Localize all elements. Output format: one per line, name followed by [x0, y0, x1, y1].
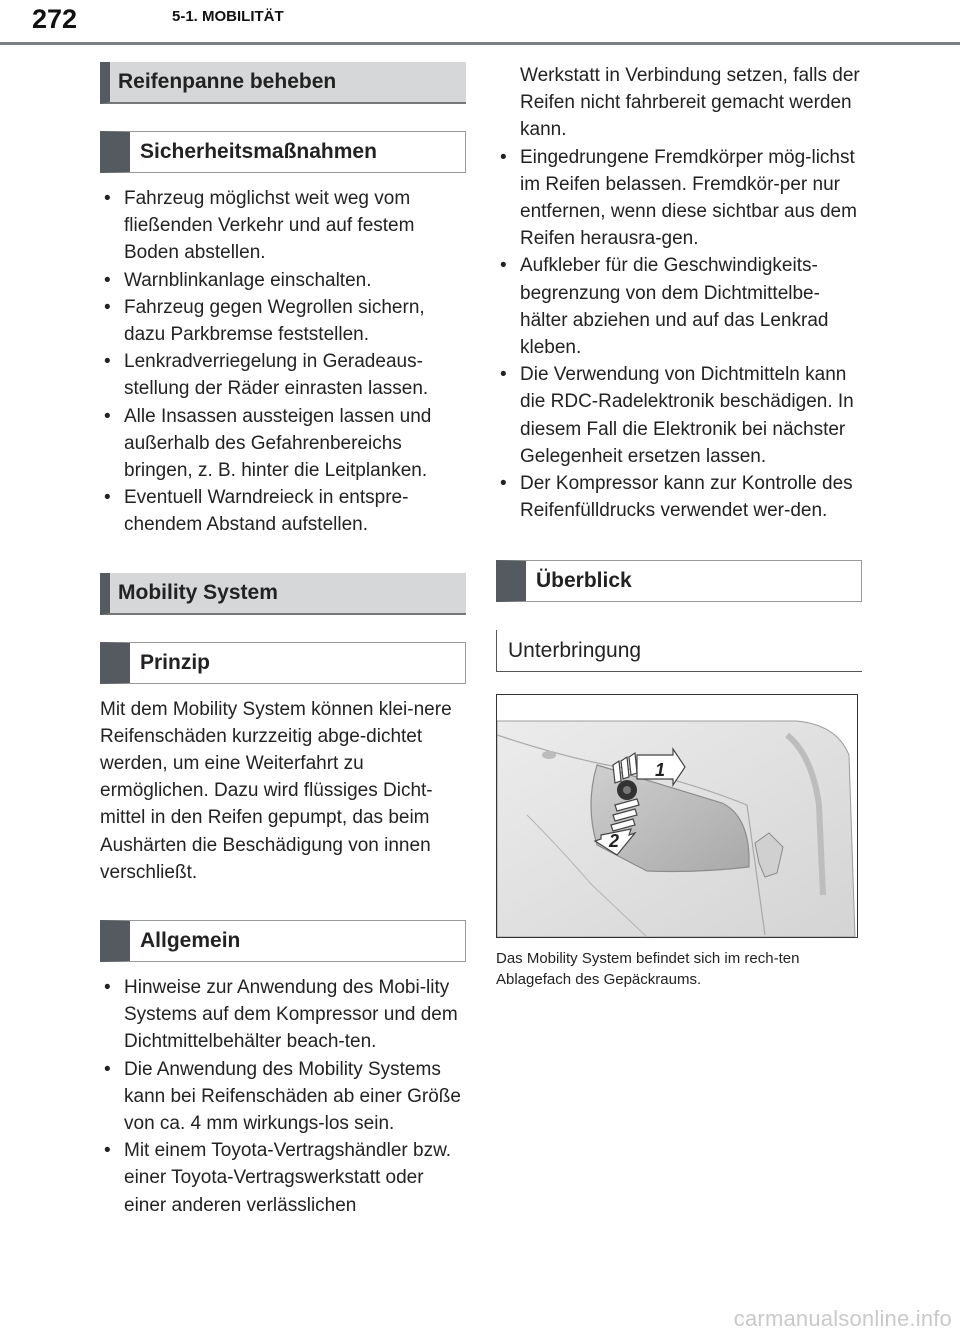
trunk-illustration-svg — [497, 695, 857, 937]
callout-label-2: 2 — [609, 831, 620, 852]
general-list-continued — [496, 62, 862, 144]
list-item: • Warnblinkanlage einschalten. — [100, 267, 466, 294]
subheading-general: Allgemein — [100, 920, 466, 962]
subheading-overview: Überblick — [496, 560, 862, 602]
list-item: • Eingedrungene Fremdkörper mög-lichst im Reifen belassen. Fremdkör-per nur entfernen, wenn diese sichtbar aus dem Reifen herausra-gen. — [496, 144, 862, 253]
section-heading-tire-repair: Reifenpanne beheben — [100, 62, 466, 104]
list-item: • Die Verwendung von Dichtmitteln kann die RDC-Radelektronik beschädigen. In diesem Fall die Elektronik bei nächster Gelegenheit ersetzen lassen. — [496, 361, 862, 470]
general-list — [100, 974, 466, 1219]
safety-list — [100, 185, 466, 539]
list-item: • Hinweise zur Anwendung des Mobi-lity Systems auf dem Kompressor und dem Dichtmittelbehälter beach-ten. — [100, 974, 466, 1056]
chapter-title: 5-1. MOBILITÄT — [172, 8, 284, 25]
general-list-more — [496, 144, 862, 525]
figure-caption: Das Mobility System befindet sich im rech-ten Ablagefach des Gepäckraums. — [496, 950, 800, 989]
list-item: • Aufkleber für die Geschwindigkeits-begrenzung von dem Dichtmittelbe-hälter abziehen und auf das Lenkrad kleben. — [496, 252, 862, 361]
watermark: carmanualsonline.info — [733, 1306, 952, 1331]
callout-label-1: 1 — [655, 760, 666, 781]
left-column — [100, 62, 466, 1219]
subheading-storage: Unterbringung — [496, 630, 862, 672]
subheading-principle: Prinzip — [100, 642, 466, 684]
trunk-storage-illustration — [496, 694, 858, 938]
page-number: 272 — [32, 4, 78, 34]
section-heading-mobility-system: Mobility System — [100, 573, 466, 615]
list-item: • Mit einem Toyota-Vertragshändler bzw. einer Toyota-Vertragswerkstatt oder einer anderen verlässlichen — [100, 1137, 466, 1219]
list-item-continued: Werkstatt in Verbindung setzen, falls der Reifen nicht fahrbereit gemacht werden kann. — [520, 65, 860, 141]
principle-text: Mit dem Mobility System können klei-nere Reifenschäden kurzzeitig abge-dichtet werden, um eine Weiterfahrt zu ermöglichen. Dazu wird flüssiges Dicht-mittel in den Reifen gepumpt, das beim Aushärten die Beschädigung von innen verschließt. — [100, 698, 452, 883]
list-item: • Fahrzeug möglichst weit weg vom fließenden Verkehr und auf festem Boden abstellen. — [100, 185, 466, 267]
list-item: • Die Anwendung des Mobility Systems kann bei Reifenschäden ab einer Größe von ca. 4 mm wirkungs-los sein. — [100, 1056, 466, 1138]
subheading-safety: Sicherheitsmaßnahmen — [100, 131, 466, 173]
list-item: • Lenkradverriegelung in Geradeaus-stellung der Räder einrasten lassen. — [100, 348, 466, 402]
list-item: • Fahrzeug gegen Wegrollen sichern, dazu Parkbremse feststellen. — [100, 294, 466, 348]
list-item: • Der Kompressor kann zur Kontrolle des Reifenfülldrucks verwendet wer-den. — [496, 470, 862, 524]
header-divider — [0, 42, 960, 45]
list-item: • Alle Insassen aussteigen lassen und außerhalb des Gefahrenbereichs bringen, z. B. hinter die Leitplanken. — [100, 403, 466, 485]
right-column — [496, 62, 862, 990]
list-item: • Eventuell Warndreieck in entspre-chendem Abstand aufstellen. — [100, 484, 466, 538]
